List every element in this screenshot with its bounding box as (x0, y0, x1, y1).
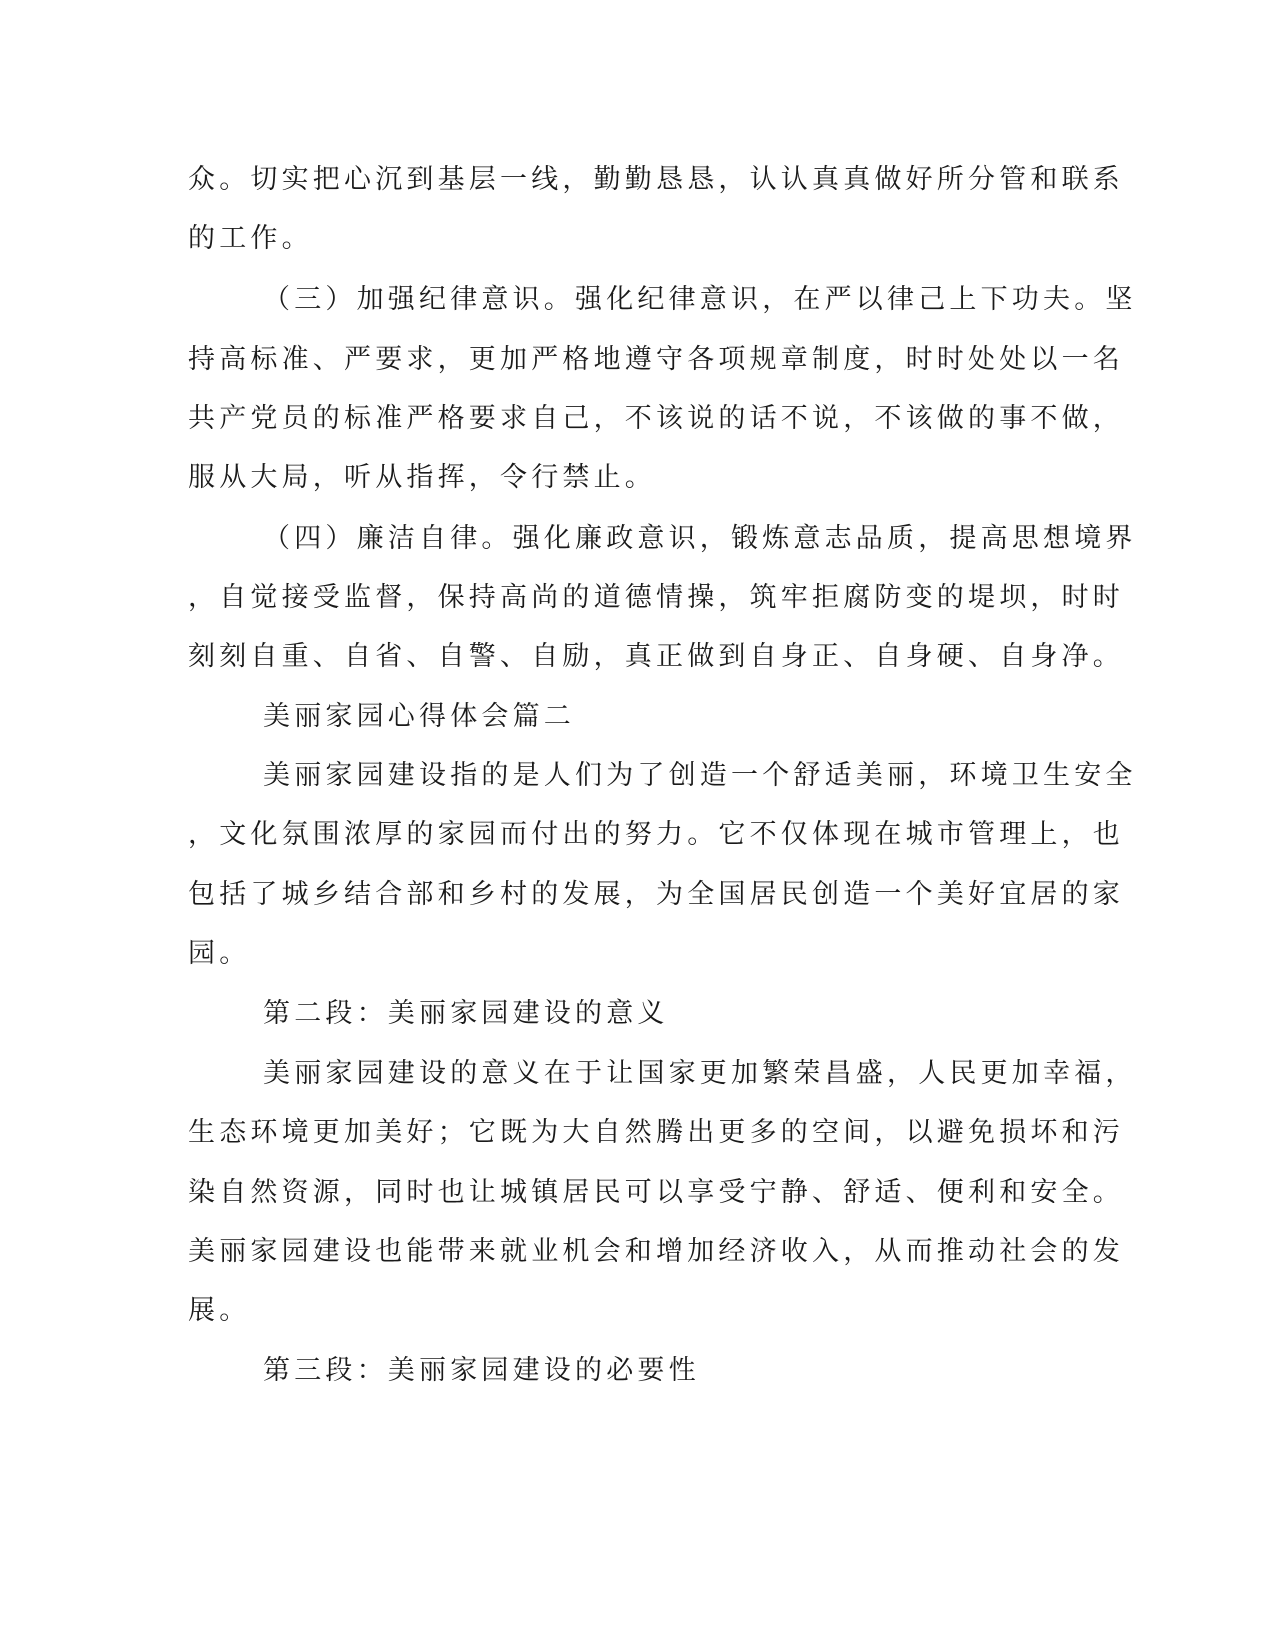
section-heading: 美丽家园心得体会篇二 (263, 701, 575, 732)
text-line: 美丽家园建设指的是人们为了创造一个舒适美丽，环境卫生安全 (263, 760, 1137, 791)
text-line: 美丽家园建设也能带来就业机会和增加经济收入，从而推动社会的发 (188, 1236, 1124, 1267)
text-line: （四）廉洁自律。强化廉政意识，锻炼意志品质，提高思想境界 (263, 523, 1137, 554)
text-line: 刻刻自重、自省、自警、自励，真正做到自身正、自身硬、自身净。 (188, 641, 1124, 672)
text-line: 众。切实把心沉到基层一线，勤勤恳恳，认认真真做好所分管和联系 (188, 164, 1124, 195)
text-line: （三）加强纪律意识。强化纪律意识，在严以律己上下功夫。坚 (263, 284, 1137, 315)
text-line: 生态环境更加美好；它既为大自然腾出更多的空间，以避免损坏和污 (188, 1117, 1124, 1148)
text-line: ，自觉接受监督，保持高尚的道德情操，筑牢拒腐防变的堤坝，时时 (188, 582, 1124, 613)
text-line: 美丽家园建设的意义在于让国家更加繁荣昌盛，人民更加幸福， (263, 1058, 1137, 1089)
text-line: 的工作。 (188, 223, 313, 254)
text-line: ，文化氛围浓厚的家园而付出的努力。它不仅体现在城市管理上，也 (188, 819, 1124, 850)
text-line: 展。 (188, 1295, 251, 1326)
text-line: 共产党员的标准严格要求自己，不该说的话不说，不该做的事不做， (188, 403, 1124, 434)
section-heading: 第二段：美丽家园建设的意义 (263, 998, 669, 1029)
text-line: 持高标准、严要求，更加严格地遵守各项规章制度，时时处处以一名 (188, 344, 1124, 375)
text-line: 染自然资源，同时也让城镇居民可以享受宁静、舒适、便利和安全。 (188, 1177, 1124, 1208)
section-heading: 第三段：美丽家园建设的必要性 (263, 1355, 700, 1386)
text-line: 服从大局，听从指挥，令行禁止。 (188, 462, 656, 493)
text-line: 包括了城乡结合部和乡村的发展，为全国居民创造一个美好宜居的家 (188, 879, 1124, 910)
text-line: 园。 (188, 938, 251, 969)
